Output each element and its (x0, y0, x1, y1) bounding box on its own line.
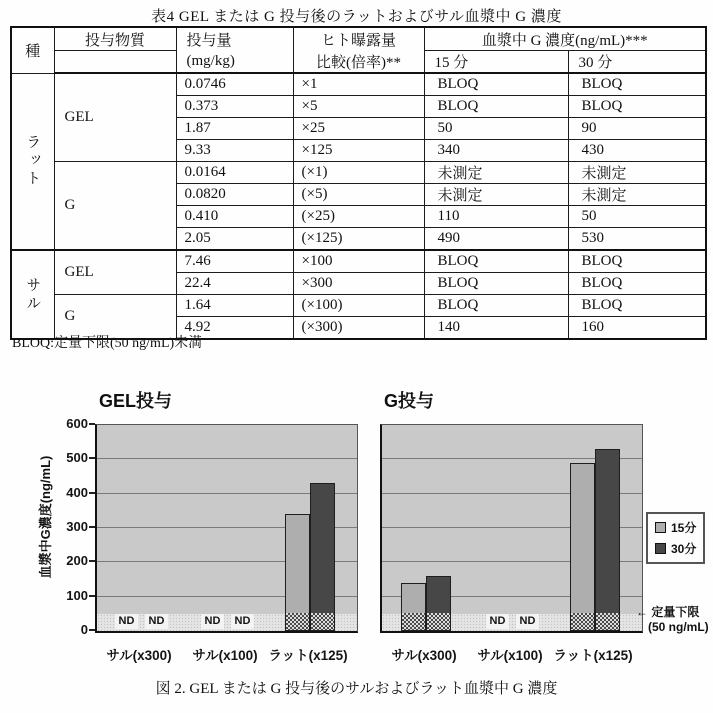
header-exposure-line1: ヒト曝露量 (293, 27, 424, 51)
exposure-cell: (×1) (293, 162, 424, 184)
exposure-cell: (×300) (293, 317, 424, 340)
conc15-cell: BLOQ (424, 96, 568, 118)
conc30-cell: BLOQ (568, 250, 706, 273)
dose-cell: 1.64 (176, 295, 293, 317)
y-tick-mark (89, 457, 95, 459)
concentration-table (10, 26, 707, 340)
conc15-cell: BLOQ (424, 295, 568, 317)
header-15min: 15 分 (424, 51, 568, 74)
bar-loq-segment (596, 613, 619, 630)
y-tick-mark (89, 629, 95, 631)
substance-cell: GEL (54, 250, 176, 295)
conc15-cell: BLOQ (424, 250, 568, 273)
dose-cell: 0.0820 (176, 184, 293, 206)
loq-annotation (636, 605, 709, 635)
plot-area-g (380, 424, 643, 633)
dose-cell: 7.46 (176, 250, 293, 273)
y-tick-label: 600 (66, 416, 88, 431)
plot-area-gel (95, 424, 358, 633)
dose-cell: 1.87 (176, 118, 293, 140)
dose-cell: 22.4 (176, 273, 293, 295)
header-substance: 投与物質 (54, 27, 176, 51)
exposure-cell: ×300 (293, 273, 424, 295)
conc30-cell: 50 (568, 206, 706, 228)
figure-caption: 図 2. GEL または G 投与後のサルおよびラット血漿中 G 濃度 (155, 681, 558, 697)
exposure-cell: ×5 (293, 96, 424, 118)
dose-cell: 0.0746 (176, 73, 293, 96)
legend-swatch-30min (655, 543, 666, 554)
y-tick-label: 300 (66, 519, 88, 534)
substance-cell: G (54, 295, 176, 340)
conc15-cell: 490 (424, 228, 568, 251)
header-dose-line2: (mg/kg) (176, 51, 293, 74)
x-category-label: サル(x300) (106, 648, 172, 663)
bar-30分 (426, 576, 451, 631)
nd-label: ND (115, 614, 138, 629)
bar-loq-segment (571, 613, 594, 630)
table-title: 表4 GEL または G 投与後のラットおよびサル血漿中 G 濃度 (151, 9, 562, 25)
exposure-cell: (×125) (293, 228, 424, 251)
bar-loq-segment (311, 613, 334, 630)
y-tick-mark (89, 526, 95, 528)
header-exposure-line2: 比較(倍率)** (293, 51, 424, 74)
legend-swatch-15min (655, 522, 666, 533)
exposure-cell: ×1 (293, 73, 424, 96)
chart-title-g: G投与 (384, 391, 435, 411)
conc30-cell: 90 (568, 118, 706, 140)
bar-15分 (401, 583, 426, 631)
table-row (11, 73, 706, 96)
dose-cell: 2.05 (176, 228, 293, 251)
conc15-cell: 110 (424, 206, 568, 228)
conc30-cell: BLOQ (568, 96, 706, 118)
legend-item (655, 540, 696, 557)
gridline (97, 458, 357, 459)
conc15-cell: 50 (424, 118, 568, 140)
dose-cell: 4.92 (176, 317, 293, 340)
header-species: 種 (11, 27, 54, 73)
table-row (11, 295, 706, 317)
conc30-cell: 530 (568, 228, 706, 251)
loq-annotation-value: (50 ng/mL) (648, 620, 709, 634)
conc15-cell: 未測定 (424, 162, 568, 184)
header-substance-spacer (54, 51, 176, 74)
y-axis-label: 血漿中G濃度(ng/mL) (38, 455, 53, 579)
bar-30分 (595, 449, 620, 631)
conc30-cell: BLOQ (568, 273, 706, 295)
exposure-cell: ×25 (293, 118, 424, 140)
y-tick-mark (89, 423, 95, 425)
y-tick-label: 0 (80, 622, 88, 637)
nd-label: ND (145, 614, 168, 629)
x-category-label: ラット(x125) (553, 648, 633, 663)
legend-item (655, 519, 696, 536)
header-30min: 30 分 (568, 51, 706, 74)
nd-label: ND (486, 614, 509, 629)
bar-15分 (570, 463, 595, 631)
nd-label: ND (516, 614, 539, 629)
substance-cell: GEL (54, 73, 176, 162)
legend-label: 15分 (671, 521, 697, 535)
y-tick-label: 200 (66, 553, 88, 569)
x-category-label: サル(x100) (477, 648, 543, 663)
y-tick-mark (89, 595, 95, 597)
table-row (11, 162, 706, 184)
exposure-cell: ×125 (293, 140, 424, 162)
substance-cell: G (54, 162, 176, 251)
x-category-label: サル(x100) (192, 648, 258, 663)
conc15-cell: 140 (424, 317, 568, 340)
legend (646, 512, 705, 564)
bar-loq-segment (427, 613, 450, 630)
conc30-cell: 430 (568, 140, 706, 162)
dose-cell: 9.33 (176, 140, 293, 162)
conc30-cell: BLOQ (568, 73, 706, 96)
bar-loq-segment (286, 613, 309, 630)
species-cell-monkey: サル (11, 250, 54, 339)
conc15-cell: BLOQ (424, 73, 568, 96)
exposure-cell: (×25) (293, 206, 424, 228)
chart-title-gel: GEL投与 (99, 391, 173, 411)
x-category-label: ラット(x125) (268, 648, 348, 663)
exposure-cell: (×100) (293, 295, 424, 317)
header-dose-line1: 投与量 (176, 27, 293, 51)
y-tick-label: 400 (66, 484, 88, 500)
dose-cell: 0.0164 (176, 162, 293, 184)
table-row (11, 250, 706, 273)
species-cell-rat: ラット (11, 73, 54, 250)
exposure-cell: ×100 (293, 250, 424, 273)
left-arrow-icon: ← 定量下限 (636, 605, 700, 619)
exposure-cell: (×5) (293, 184, 424, 206)
y-tick-mark (89, 560, 95, 562)
conc15-cell: 未測定 (424, 184, 568, 206)
dose-cell: 0.373 (176, 96, 293, 118)
bar-loq-segment (402, 613, 425, 630)
nd-label: ND (231, 614, 254, 629)
nd-label: ND (201, 614, 224, 629)
y-tick-label: 100 (66, 587, 88, 603)
legend-label: 30分 (671, 542, 697, 556)
conc30-cell: BLOQ (568, 295, 706, 317)
header-concentration: 血漿中 G 濃度(ng/mL)*** (424, 27, 706, 51)
table-footnote: BLOQ:定量下限(50 ng/mL)未満 (12, 336, 203, 351)
conc30-cell: 未測定 (568, 184, 706, 206)
conc30-cell: 160 (568, 317, 706, 340)
x-category-label: サル(x300) (391, 648, 457, 663)
bar-30分 (310, 483, 335, 631)
dose-cell: 0.410 (176, 206, 293, 228)
conc15-cell: BLOQ (424, 273, 568, 295)
conc30-cell: 未測定 (568, 162, 706, 184)
conc15-cell: 340 (424, 140, 568, 162)
y-tick-mark (89, 492, 95, 494)
bar-15分 (285, 514, 310, 631)
y-tick-label: 500 (66, 450, 88, 466)
